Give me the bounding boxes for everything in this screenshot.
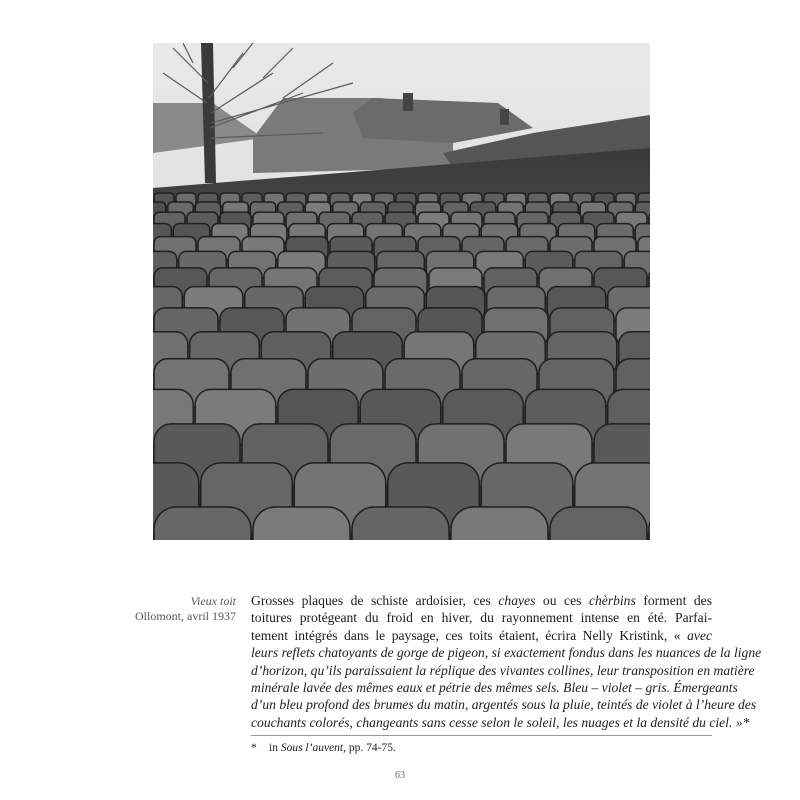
slate-tile (154, 507, 251, 540)
body-text-run: forment des (635, 593, 713, 608)
roof-photo-image (153, 43, 650, 540)
body-italic-run: chayes (498, 593, 536, 608)
body-line (251, 627, 712, 644)
caption-title: Vieux toit (190, 594, 236, 608)
footnote-suffix: , pp. 74-75. (343, 742, 396, 754)
footnote-prefix: in (269, 742, 281, 754)
body-text-run: tement intégrés dans le paysage, ces toits étaient, écrira Nelly Kristink, « (251, 627, 688, 643)
footnote-divider (251, 735, 712, 736)
photo-caption (108, 594, 236, 624)
body-line (251, 592, 712, 609)
caption-subtitle: Ollomont, avril 1937 (135, 609, 236, 623)
body-paragraph (251, 592, 762, 731)
roof-photograph (153, 43, 650, 540)
body-italic-run: couchants colorés, changeants sans cesse selon le soleil, les nuages et la densité du ciel. »* (251, 714, 750, 730)
slate-tile (550, 507, 647, 540)
footnote-title: Sous l’auvent (280, 742, 344, 754)
body-line (251, 644, 762, 661)
slate-tile (451, 507, 548, 540)
body-text-run: toitures protégeant du froid en hiver, du rayonnement intense en été. Parfai- (251, 610, 712, 626)
body-italic-run: d’un bleu profond des brumes du matin, argentés sous la pluie, teintés de violet à l’heure des (251, 697, 757, 713)
body-line (251, 679, 738, 696)
body-text-run: Grosses plaques de schiste ardoisier, ces (251, 593, 499, 608)
footnote (251, 742, 396, 754)
body-text-run: ou ces (535, 593, 589, 608)
body-line (251, 662, 755, 679)
page-number: 63 (395, 770, 405, 781)
body-italic-run: chèrbins (588, 593, 636, 608)
body-line (251, 609, 712, 626)
body-italic-run: d’horizon, qu’ils paraissaient la réplique des vivantes collines, leur transposition en matière (251, 662, 755, 678)
body-italic-run: leurs reflets chatoyants de gorge de pigeon, si exactement fondus dans les nuances de la ligne (251, 645, 762, 661)
body-line (251, 696, 757, 713)
body-line (251, 714, 750, 731)
footnote-mark: * (251, 742, 257, 754)
body-italic-run: avec (687, 627, 712, 643)
slate-tile (253, 507, 350, 540)
body-italic-run: minérale lavée des mêmes eaux et pétrie des mêmes sels. Bleu – violet – gris. Émergeants (251, 680, 738, 696)
slate-tile (352, 507, 449, 540)
